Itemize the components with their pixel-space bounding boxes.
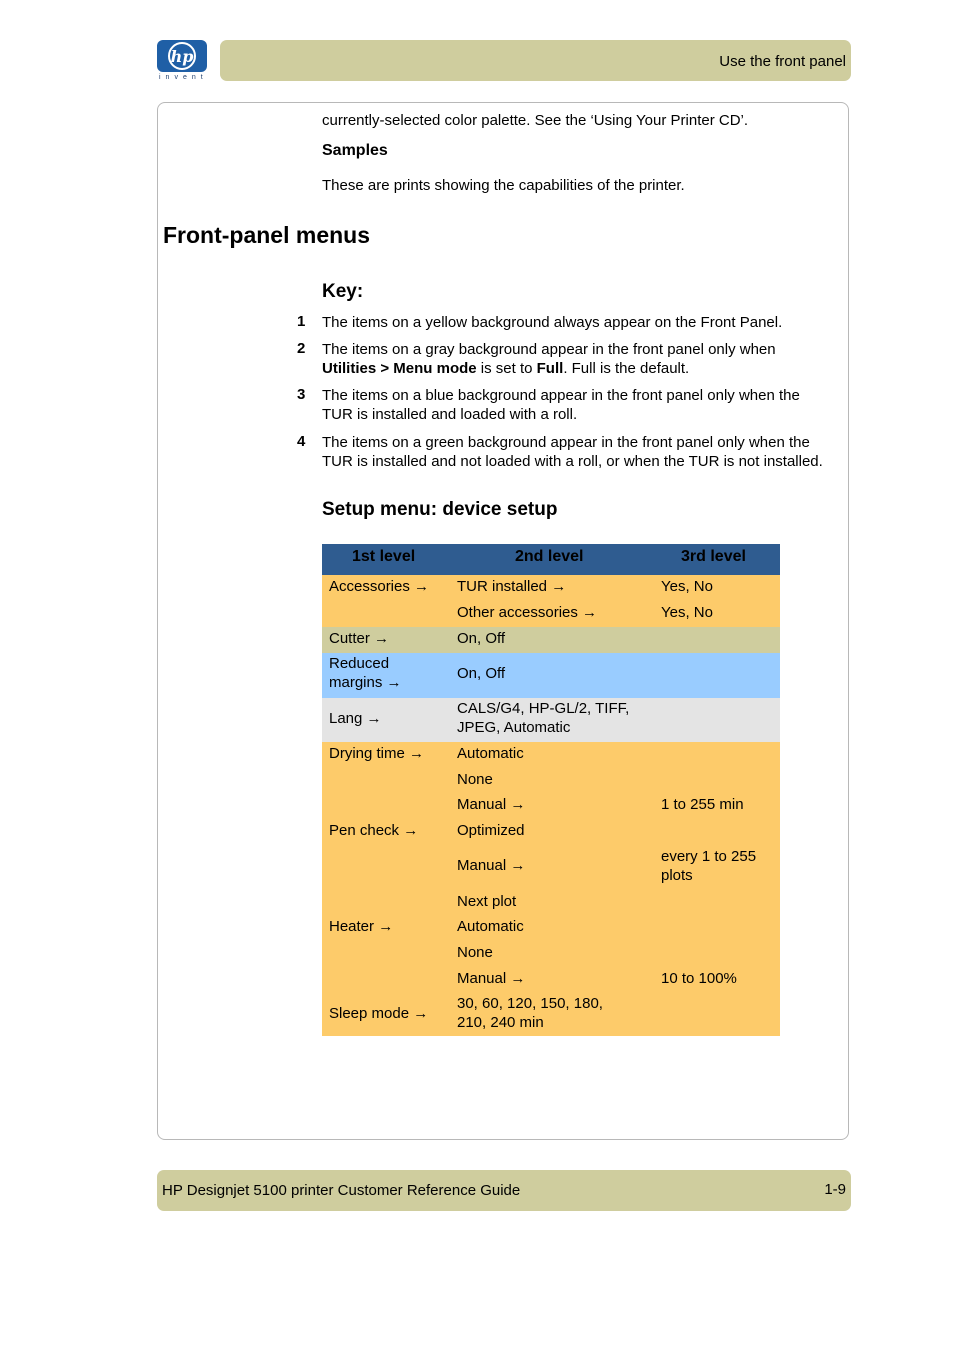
menu-path: Utilities > Menu mode: [322, 360, 477, 377]
table-header: [322, 544, 780, 575]
footer-title: HP Designjet 5100 printer Customer Reference Guide: [162, 1182, 521, 1199]
hp-logo-tagline: invent: [159, 74, 208, 81]
key-item-1: [322, 313, 847, 332]
hp-logo: [157, 40, 211, 84]
section-title: Front-panel menus: [163, 222, 371, 248]
setup-heading: Setup menu: device setup: [322, 499, 558, 520]
table-cell: Cutter →: [329, 630, 390, 647]
table-cell: Next plot: [457, 893, 517, 910]
table-cell: 1 to 255 min: [661, 796, 744, 813]
table-cell: Automatic: [457, 745, 524, 762]
hp-logo-mark: hp: [168, 42, 196, 70]
page-number: 1-9: [824, 1181, 846, 1198]
table-cell: every 1 to 255: [661, 848, 757, 865]
key-number-1: 1: [297, 313, 306, 330]
table-cell: 10 to 100%: [661, 970, 737, 987]
table-cell: CALS/G4, HP-GL/2, TIFF,: [457, 700, 630, 717]
table-cell: Drying time →: [329, 745, 425, 762]
table-cell: Manual →: [457, 796, 526, 813]
key-item-2-line-1: The items on a gray background appear in the front panel only when: [322, 341, 776, 358]
table-cell: Yes, No: [661, 604, 713, 621]
table-cell: 30, 60, 120, 150, 180,: [457, 995, 603, 1012]
table-cell: Sleep mode →: [329, 1005, 429, 1022]
key-item-3-line-1: The items on a blue background appear in the front panel only when the: [322, 387, 800, 404]
menu-value: Full: [536, 360, 564, 377]
key-item-2-mid: is set to: [476, 360, 537, 377]
key-number-2: 2: [297, 340, 306, 357]
samples-text: These are prints showing the capabilities of the printer.: [322, 177, 685, 194]
col-header-3: 3rd level: [681, 548, 746, 565]
table-cell: plots: [661, 867, 693, 884]
hp-logo-badge: [157, 40, 207, 72]
col-header-2: 2nd level: [515, 548, 584, 565]
key-heading: Key:: [322, 281, 364, 302]
table-cell: JPEG, Automatic: [457, 719, 571, 736]
table-cell: None: [457, 771, 493, 788]
key-item-3: [322, 386, 847, 424]
table-cell: Yes, No: [661, 578, 713, 595]
table-cell: 210, 240 min: [457, 1014, 544, 1031]
key-item-3-line-2: TUR is installed and loaded with a roll.: [322, 406, 578, 423]
table-cell: TUR installed →: [457, 578, 567, 595]
key-item-2-post: . Full is the default.: [563, 360, 690, 377]
header-title: Use the front panel: [719, 53, 846, 70]
samples-heading: Samples: [322, 142, 388, 159]
key-item-1-line: The items on a yellow background always appear on the Front Panel.: [322, 314, 783, 331]
table-cell: On, Off: [457, 665, 506, 682]
table-cell: On, Off: [457, 630, 506, 647]
key-item-2-line-2: [322, 359, 847, 378]
key-item-2: [322, 340, 847, 378]
table-cell: Manual →: [457, 857, 526, 874]
key-item-4-line-2: TUR is installed and not loaded with a roll, or when the TUR is not installed.: [322, 453, 823, 470]
table-cell: Reduced: [329, 655, 390, 672]
col-header-1: 1st level: [352, 548, 416, 565]
key-item-4: [322, 433, 847, 471]
header-bar: [220, 40, 851, 81]
footer-bar: [157, 1170, 851, 1211]
table-cell: Optimized: [457, 822, 525, 839]
table-cell: Heater →: [329, 918, 394, 935]
table-cell: margins →: [329, 674, 402, 691]
key-number-3: 3: [297, 386, 306, 403]
key-number-4: 4: [297, 433, 306, 450]
table-cell: Other accessories →: [457, 604, 598, 621]
table-cell: Accessories →: [329, 578, 430, 595]
table-cell: Automatic: [457, 918, 524, 935]
key-item-4-line-1: The items on a green background appear in the front panel only when the: [322, 434, 810, 451]
band-green-cutter: [322, 627, 780, 653]
band-yellow-main: [322, 742, 780, 1036]
table-cell: None: [457, 944, 493, 961]
intro-line: currently-selected color palette. See the ‘Using Your Printer CD’.: [322, 112, 749, 129]
table-cell: Lang →: [329, 710, 382, 727]
table-cell: Pen check →: [329, 822, 419, 839]
table-cell: Manual →: [457, 970, 526, 987]
